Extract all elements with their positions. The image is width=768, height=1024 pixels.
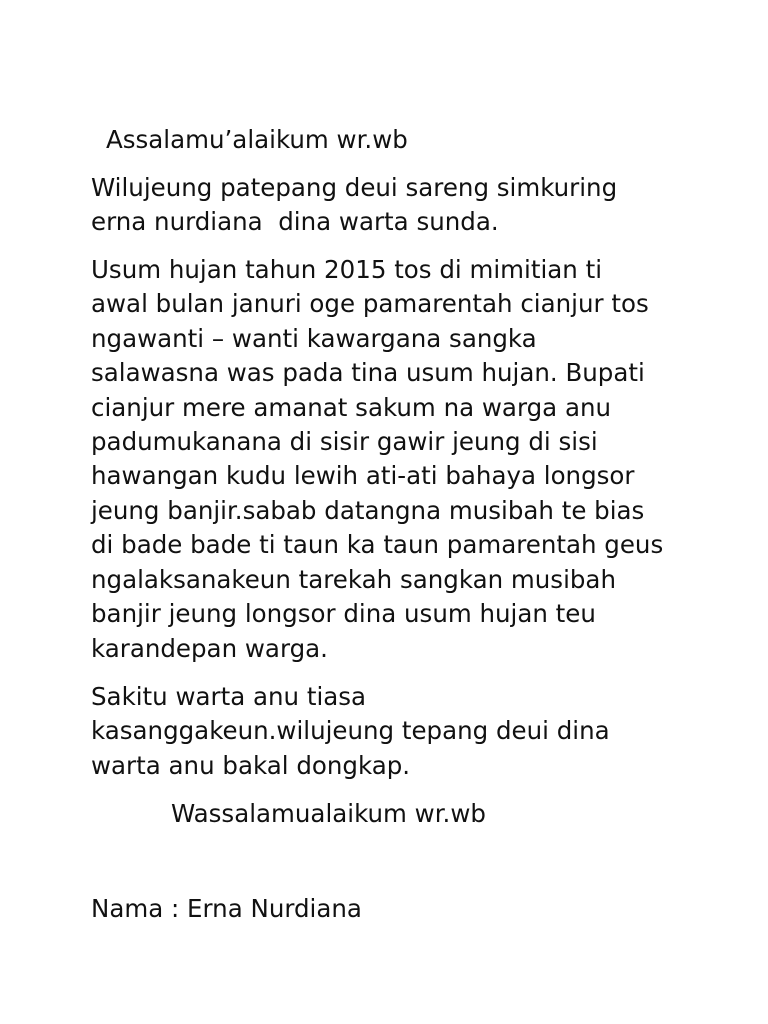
paragraph-2-line-5: cianjur mere amanat sakum na warga anu xyxy=(91,393,612,422)
paragraph-2-line-1: Usum hujan tahun 2015 tos di mimitian ti xyxy=(91,255,602,284)
paragraph-1-line-1: Wilujeung patepang deui sareng simkuring xyxy=(91,173,618,202)
paragraph-2-line-2: awal bulan januri oge pamarentah cianjur tos xyxy=(91,289,649,318)
paragraph-2-line-6: padumukanana di sisir gawir jeung di sisi xyxy=(91,427,598,456)
paragraph-1-line-2: erna nurdiana dina warta sunda. xyxy=(91,207,499,236)
paragraph-2-line-11: banjir jeung longsor dina usum hujan teu xyxy=(91,599,596,628)
paragraph-2-line-3: ngawanti – wanti kawargana sangka xyxy=(91,324,537,353)
closing: Wassalamualaikum wr.wb xyxy=(171,799,486,828)
paragraph-2-line-12: karandepan warga. xyxy=(91,634,328,663)
paragraph-3-line-1: Sakitu warta anu tiasa xyxy=(91,682,367,711)
paragraph-2-line-4: salawasna was pada tina usum hujan. Bupati xyxy=(91,358,645,387)
paragraph-2-line-10: ngalaksanakeun tarekah sangkan musibah xyxy=(91,565,616,594)
paragraph-2-line-9: di bade bade ti taun ka taun pamarentah geus xyxy=(91,530,664,559)
paragraph-3-line-3: warta anu bakal dongkap. xyxy=(91,751,411,780)
paragraph-3-line-2: kasanggakeun.wilujeung tepang deui dina xyxy=(91,716,610,745)
signature: Nama : Erna Nurdiana xyxy=(91,894,362,923)
greeting: Assalamu’alaikum wr.wb xyxy=(106,125,408,154)
paragraph-2-line-7: hawangan kudu lewih ati-ati bahaya longsor xyxy=(91,461,635,490)
paragraph-2-line-8: jeung banjir.sabab datangna musibah te bias xyxy=(91,496,645,525)
